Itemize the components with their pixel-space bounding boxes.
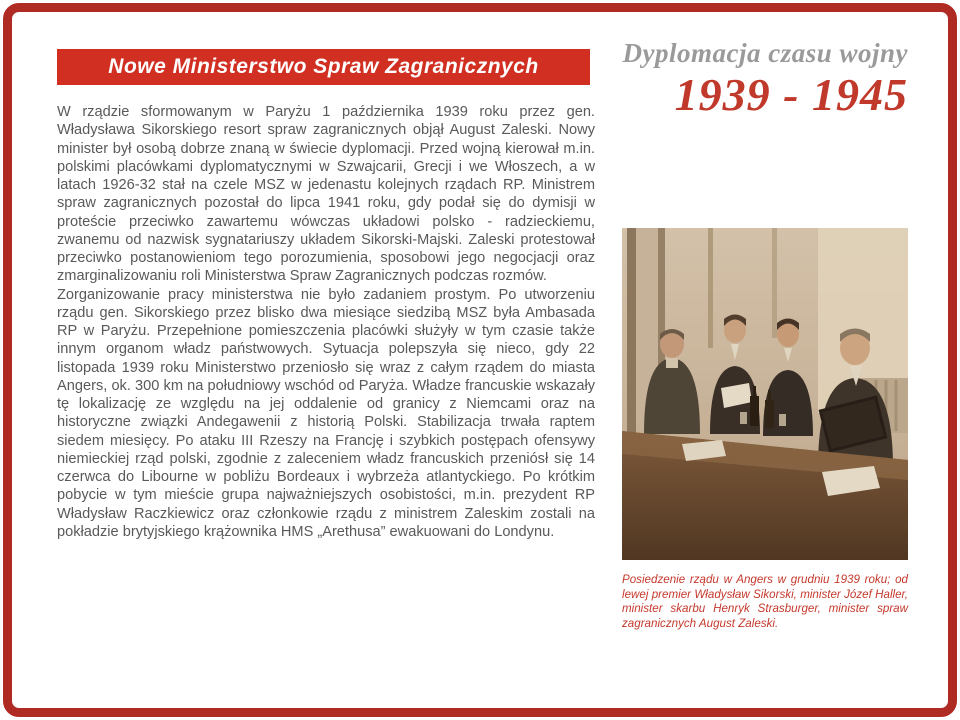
series-years: 1939 - 1945 [674,69,908,120]
historical-photo-illustration [622,228,908,560]
series-subtitle: Dyplomacja czasu wojny [622,38,908,68]
historical-photo [622,228,908,560]
photo-caption: Posiedzenie rządu w Angers w grudniu 1939 roku; od lewej premier Władysław Sikorski, minister Józef Haller, minister skarbu Henryk Strasburger, minister spraw zagranicznych August Zaleski. [622,573,908,630]
article-paragraph-2: Zorganizowanie pracy ministerstwa nie było zadaniem prostym. Po utworzeniu rządu gen. Sikorskiego przez blisko dwa miesiące siedzibą MSZ była Ambasada RP w Paryżu. Przepełnione pomieszczenia placówki służyły w tym czasie także innym organom władz państwowych. Sytuacja polepszyła się nieco, gdy 22 listopada 1939 roku Ministerstwo przeniosło się wraz z całym rządem do miasta Angers, ok. 300 km na południowy wschód od Paryża. Władze francuskie wskazały tę lokalizację ze względu na jej oddalenie od granicy z Niemcami oraz na historyczne związki Andegawenii z historią Polski. Stabilizacja trwała raptem siedem miesięcy. Po ataku III Rzeszy na Francję i szybkich postępach ofensywy niemieckiej rząd polski, zgodnie z zaleceniem władz francuskich przeniósł się 14 czerwca do Libourne w pobliżu Bordeaux i wybrzeża atlantyckiego. Po krótkim pobycie w tym mieście grupa najważniejszych osobistości, m.in. prezydent RP Władysław Raczkiewicz oraz członkowie rządu z ministrem Zaleskim zostali na pokładzie brytyjskiego krążownika HMS „Arethusa” ewakuowani do Londynu. [57,286,595,540]
page-title: Nowe Ministerstwo Spraw Zagranicznych [108,55,539,78]
series-header [623,38,909,119]
title-banner [57,49,590,85]
article-paragraph-1: W rządzie sformowanym w Paryżu 1 października 1939 roku przez gen. Władysława Sikorskiego resort spraw zagranicznych objął August Zaleski. Nowy minister był osobą dobrze znaną w świecie dyplomacji. Przed wojną kierował m.in. polskimi placówkami dyplomatycznymi w Szwajcarii, Grecji i we Włoszech, a w latach 1926-32 stał na czele MSZ w jedenastu kolejnych rządach RP. Ministrem spraw zagranicznych pozostał do lipca 1941 roku, gdy podał się do dymisji w proteście przeciwko zawartemu wówczas układowi polsko - radzieckiemu, zwanemu od nazwisk sygnatariuszy układem Sikorski-Majski. Zaleski protestował przeciwko postanowieniom tego porozumienia, sposobowi jego negocjacji oraz zmarginalizowaniu roli Ministerstwa Spraw Zagranicznych podczas rozmów. [57,104,595,285]
article-body [57,103,595,541]
